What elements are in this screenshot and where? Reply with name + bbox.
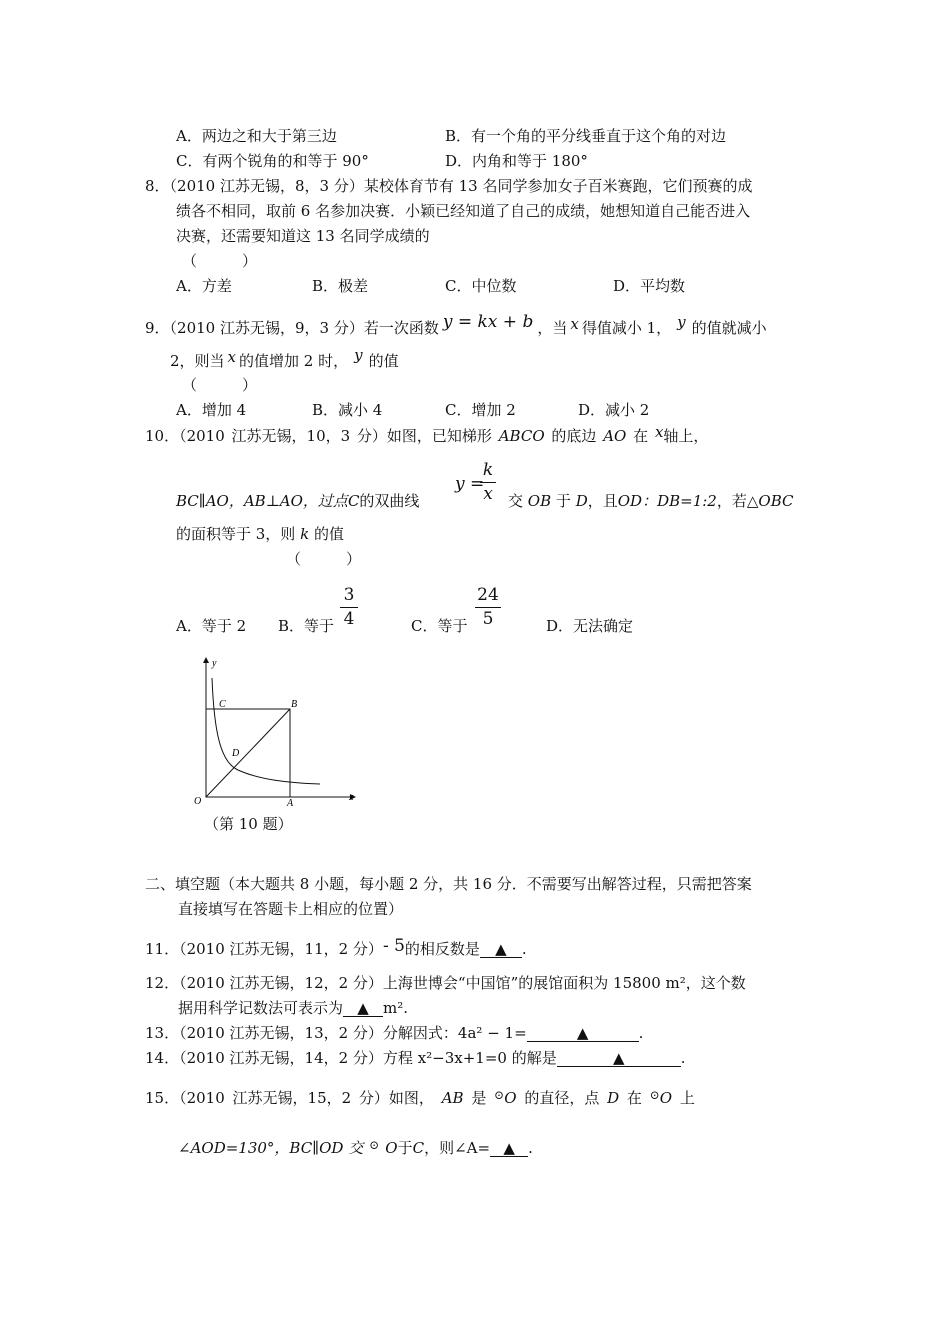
circle-symbol-icon: ⊙: [494, 1088, 505, 1102]
q10-text: 的值: [313, 525, 344, 543]
circle-symbol-icon: ⊙: [369, 1138, 380, 1152]
q15-point: C: [412, 1139, 425, 1157]
q9-text: 的值: [368, 352, 399, 370]
q10-hyperbola-fraction: [480, 462, 496, 503]
q10-answer-paren: （ ）: [286, 550, 362, 568]
label-B: B: [291, 699, 298, 710]
q10-text: 的底边: [551, 427, 597, 445]
q13-stem: 13．（2010 江苏无锡，13，2 分）分解因式：4a² − 1=: [145, 1024, 527, 1042]
label-O: O: [194, 796, 202, 807]
q10-text: ，且: [587, 492, 618, 510]
q9-option-b: B．减小 4: [312, 401, 383, 419]
q15-segment: AB: [441, 1089, 464, 1107]
hyperbola-curve: [212, 678, 320, 784]
q9-option-a: A．增加 4: [176, 401, 247, 419]
q15-text: ，则∠A=: [424, 1139, 491, 1157]
q10-point: D: [575, 492, 588, 510]
q9-line-2: [170, 346, 399, 370]
q10-triangle: OBC: [758, 492, 794, 510]
q10-text: 的面积等于 3，则: [176, 525, 296, 543]
q10-option-b-fraction: [340, 587, 358, 628]
numerator: 3: [343, 585, 355, 605]
q15-text: 是: [471, 1089, 487, 1107]
q10-trapezoid-name: ABCO: [498, 427, 545, 445]
q14-line: [145, 1051, 686, 1067]
q15-answer-blank: ▲: [490, 1141, 528, 1157]
q8-answer-paren: （ ）: [182, 252, 258, 270]
q10-text: 10．（2010 江苏无锡，10，3 分）如图，已知梯形: [145, 427, 492, 445]
q8-option-b: B．极差: [312, 277, 369, 295]
q10-option-c: C．等于: [411, 617, 468, 635]
q9-line-1: [145, 312, 767, 337]
q11-text: 的相反数是: [404, 940, 480, 958]
q15-stem: 15．（2010 江苏无锡，15，2 分）如图，: [145, 1089, 434, 1107]
q9-var-y: y: [354, 346, 363, 364]
q15-text: 在: [626, 1089, 642, 1107]
denominator: 5: [482, 609, 494, 629]
q12-line-2: [178, 1001, 408, 1017]
q9-option-d: D．减小 2: [578, 401, 650, 419]
q9-text: ，当: [537, 319, 568, 337]
q10-text: 的双曲线: [359, 492, 420, 510]
q15-text: 于: [397, 1139, 413, 1157]
q12-answer-blank: ▲: [343, 1001, 383, 1017]
q14-text: .: [680, 1049, 686, 1067]
fraction-bar: [480, 482, 496, 483]
q15-text: 上: [679, 1089, 695, 1107]
fraction-bar: [340, 607, 358, 608]
q9-var-x: x: [227, 348, 237, 366]
q7-option-a: A．两边之和大于第三边: [176, 127, 337, 145]
q11-answer-blank: ▲: [480, 942, 522, 958]
q15-point: O: [659, 1089, 673, 1107]
q9-stem: 9．（2010 江苏无锡，9，3 分）若一次函数: [145, 319, 439, 337]
label-C: C: [219, 699, 226, 710]
q10-var-x: x: [654, 423, 664, 441]
numerator: 24: [477, 585, 499, 605]
q15-line-2: [178, 1138, 533, 1157]
q15-text: 的直径，点: [524, 1089, 600, 1107]
section2-heading-line-2: 直接填写在答题卡上相应的位置）: [178, 900, 404, 918]
q10-line-2a: [176, 494, 419, 509]
q8-option-c: C．中位数: [445, 277, 517, 295]
q15-text: ∠AOD=130°，BC∥OD 交: [178, 1139, 364, 1157]
q14-answer-blank: ▲: [557, 1051, 681, 1067]
q12-text: 据用科学记数法可表示为: [178, 999, 344, 1017]
q15-text: .: [528, 1139, 533, 1157]
circle-symbol-icon: ⊙: [649, 1088, 660, 1102]
q9-answer-paren: （ ）: [182, 376, 258, 394]
q10-text: 交: [508, 492, 524, 510]
q10-text: ，若△: [716, 492, 759, 510]
q8-option-a: A．方差: [176, 277, 232, 295]
label-D: D: [232, 748, 240, 759]
q9-formula: y = kx + b: [442, 312, 534, 332]
q7-option-b: B．有一个角的平分线垂直于这个角的对边: [445, 127, 727, 145]
label-y: y: [212, 658, 217, 669]
q13-line: [145, 1026, 643, 1042]
q8-option-d: D．平均数: [613, 277, 686, 295]
q9-var-x: x: [570, 315, 579, 333]
q10-text: 轴上，: [663, 427, 709, 445]
q10-figure: [190, 652, 365, 812]
fraction-bar: [475, 607, 501, 608]
q8-line-1: 8．（2010 江苏无锡，8，3 分）某校体育节有 13 名同学参加女子百米赛跑，它们预赛的成: [145, 177, 753, 195]
q9-option-c: C．增加 2: [445, 401, 516, 419]
q10-figure-caption: （第 10 题）: [204, 815, 293, 833]
q15-line-1: [145, 1088, 695, 1107]
q15-point: O: [385, 1139, 398, 1157]
q9-var-y: y: [677, 313, 686, 331]
diagonal-ob: [206, 709, 290, 797]
q9-text: 2，则当: [170, 352, 225, 370]
q10-denominator: x: [483, 484, 493, 504]
denominator: 4: [343, 609, 355, 629]
q12-line-1: 12．（2010 江苏无锡，12，2 分）上海世博会“中国馆”的展馆面积为 15800 m²，这个数: [145, 974, 746, 992]
q10-line-3: [176, 527, 344, 542]
q7-option-c: C．有两个锐角的和等于 90°: [176, 152, 369, 170]
q10-line-1: [145, 423, 709, 445]
q10-segment: AO: [603, 427, 627, 445]
q10-text: 在: [633, 427, 649, 445]
q15-point: O: [504, 1089, 517, 1107]
label-A: A: [287, 798, 294, 809]
q10-option-b: B．等于: [278, 617, 335, 635]
q14-stem: 14．（2010 江苏无锡，14，2 分）方程 x²−3x+1=0 的解是: [145, 1049, 557, 1067]
label-x: x: [349, 792, 354, 803]
q10-point: C: [347, 492, 360, 510]
q10-var-k: k: [300, 525, 310, 543]
section2-heading-line-1: 二、填空题（本大题共 8 小题，每小题 2 分，共 16 分．不需要写出解答过程，只需把答案: [145, 875, 752, 893]
q10-numerator: k: [482, 460, 494, 480]
q15-point: D: [607, 1089, 620, 1107]
q10-text: BC∥AO，AB⊥AO，过点: [176, 492, 348, 510]
q10-text: 于: [555, 492, 571, 510]
q10-segment: OB: [527, 492, 552, 510]
q11-number: - 5: [382, 936, 405, 956]
q8-line-3: 决赛，还需要知道这 13 名同学成绩的: [176, 227, 430, 245]
q11-stem: 11．（2010 江苏无锡，11，2 分）: [145, 940, 383, 958]
q9-text: 得值减小 1，: [581, 319, 672, 337]
q10-option-a: A．等于 2: [176, 617, 247, 635]
q11-text: .: [521, 940, 527, 958]
q10-line-2b: [508, 494, 793, 509]
q10-hyperbola-lhs: y =: [455, 474, 485, 494]
q10-ratio: OD：DB=1:2: [617, 492, 717, 510]
q12-text: m².: [383, 999, 409, 1017]
q13-answer-blank: ▲: [527, 1026, 639, 1042]
q7-option-d: D．内角和等于 180°: [445, 152, 588, 170]
q9-text: 的值就减小: [691, 319, 767, 337]
q8-line-2: 绩各不相同，取前 6 名参加决赛．小颖已经知道了自己的成绩，她想知道自己能否进入: [176, 202, 751, 220]
q10-option-c-fraction: [475, 587, 501, 628]
q9-text: 的值增加 2 时，: [239, 352, 349, 370]
q10-option-d: D．无法确定: [546, 617, 634, 635]
q11-line: [145, 936, 527, 958]
q13-text: .: [638, 1024, 644, 1042]
